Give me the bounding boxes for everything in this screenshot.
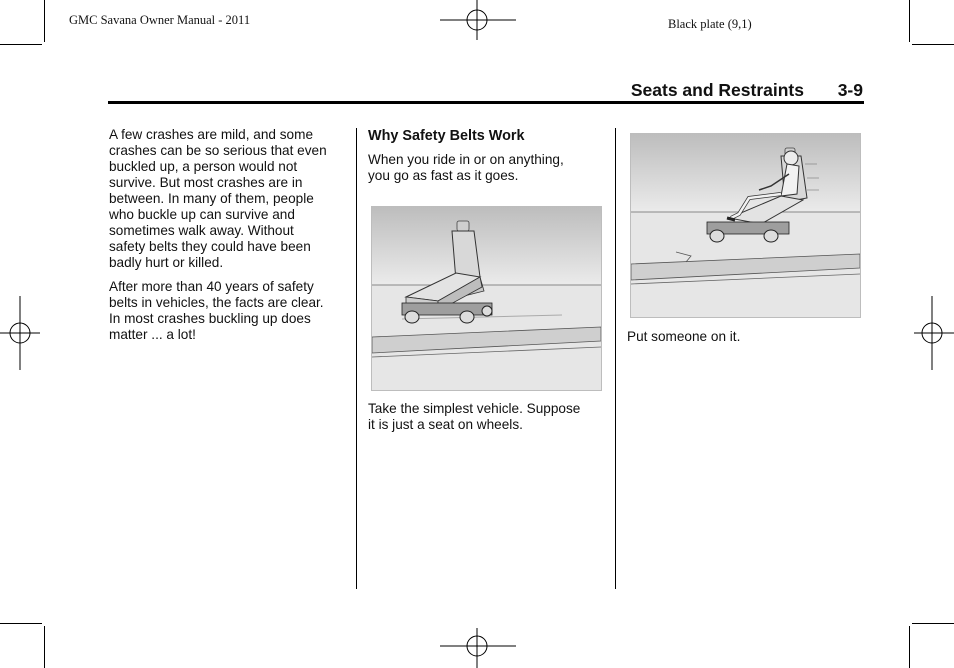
section-title: Seats and Restraints — [630, 80, 804, 100]
crop-mark — [44, 0, 45, 42]
registration-mark-icon — [910, 296, 954, 370]
section-heading: Why Safety Belts Work — [368, 128, 525, 144]
text-line: survive. But most crashes are in — [109, 175, 303, 190]
paragraph — [368, 152, 608, 184]
registration-mark-icon — [440, 0, 516, 44]
text-line: After more than 40 years of safety — [109, 279, 314, 294]
text-line: between. In many of them, people — [109, 191, 314, 206]
column-divider — [615, 128, 616, 589]
text-line: who buckle up can survive and — [109, 207, 295, 222]
crop-mark — [909, 626, 910, 668]
person-on-seat-illustration — [630, 133, 861, 318]
paragraph — [109, 279, 349, 343]
text-line: safety belts they could have been — [109, 239, 311, 254]
text-line: badly hurt or killed. — [109, 255, 224, 270]
crop-mark — [912, 623, 954, 624]
paragraph — [109, 127, 349, 271]
registration-mark-icon — [440, 624, 516, 668]
text-line: A few crashes are mild, and some — [109, 127, 313, 142]
seat-on-wheels-illustration — [371, 206, 602, 391]
text-line: belts in vehicles, the facts are clear. — [109, 295, 324, 310]
figure-caption — [368, 401, 608, 433]
column-2 — [368, 128, 608, 192]
page-number: 3-9 — [837, 80, 863, 100]
text-line: it is just a seat on wheels. — [368, 417, 523, 432]
crop-mark — [0, 44, 42, 45]
text-line: crashes can be so serious that even — [109, 143, 327, 158]
registration-mark-icon — [0, 296, 44, 370]
text-line: matter ... a lot! — [109, 327, 196, 342]
header-rule — [108, 101, 864, 104]
text-line: When you ride in or on anything, — [368, 152, 564, 167]
crop-mark — [0, 623, 42, 624]
crop-mark — [44, 626, 45, 668]
figure-caption: Put someone on it. — [627, 329, 741, 344]
text-line: buckled up, a person would not — [109, 159, 298, 174]
crop-mark — [909, 0, 910, 42]
column-1 — [109, 127, 349, 351]
text-line: you go as fast as it goes. — [368, 168, 519, 183]
text-line: Take the simplest vehicle. Suppose — [368, 401, 581, 416]
text-line: In most crashes buckling up does — [109, 311, 311, 326]
crop-mark — [912, 44, 954, 45]
print-header-plate: Black plate (9,1) — [668, 17, 752, 31]
print-header-title: GMC Savana Owner Manual - 2011 — [69, 13, 251, 27]
column-divider — [356, 128, 357, 589]
text-line: sometimes walk away. Without — [109, 223, 294, 238]
